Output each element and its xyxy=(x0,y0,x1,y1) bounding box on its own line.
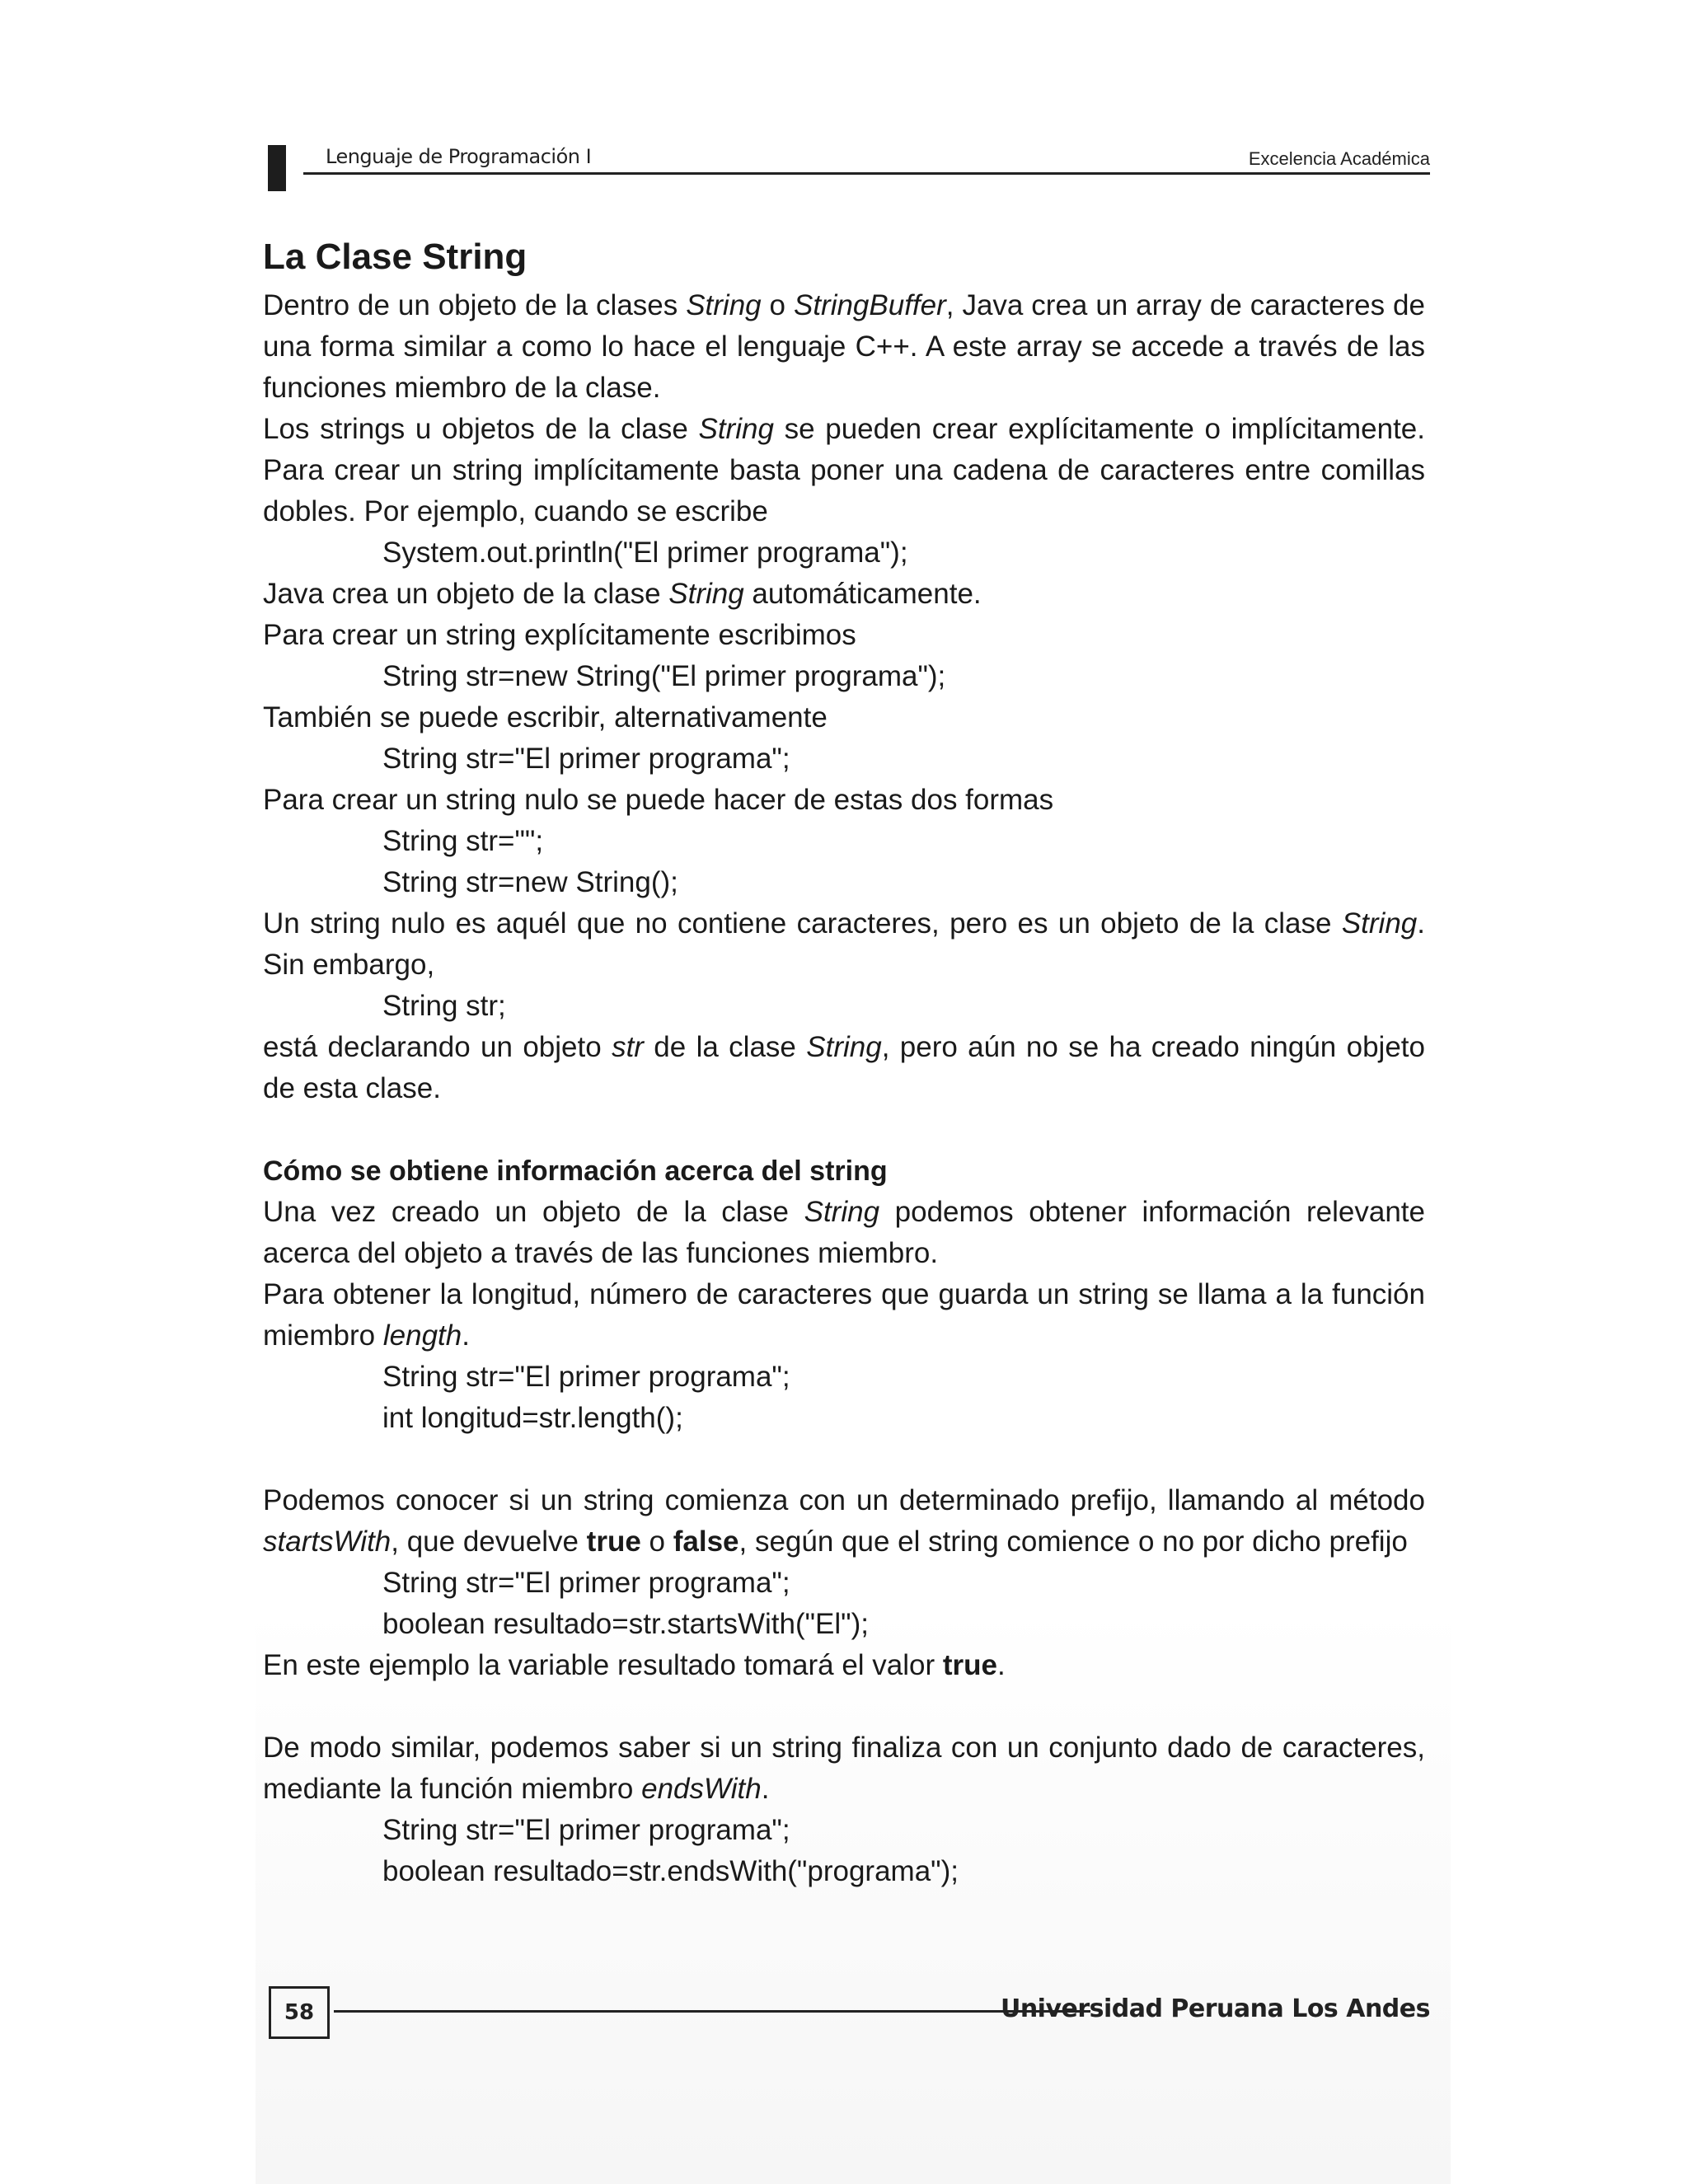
code-line: int longitud=str.length(); xyxy=(382,1402,683,1434)
code-line: boolean resultado=str.endsWith("programa"); xyxy=(382,1855,959,1887)
subsection-title: Cómo se obtiene información acerca del string xyxy=(263,1155,888,1187)
code-line: String str="El primer programa"; xyxy=(382,1361,790,1393)
paragraph-startswith: Podemos conocer si un string comienza con un determinado prefijo, llamando al método startsWith, que devuelve true o false, según que el string comience o no por dicho prefijo xyxy=(263,1484,1425,1558)
header-rule xyxy=(303,172,1430,175)
page-number: 58 xyxy=(269,1986,330,2039)
paragraph-null-definition: Un string nulo es aquél que no contiene caracteres, pero es un objeto de la clase String. Sin embargo, xyxy=(263,907,1425,981)
footer-rule xyxy=(334,2010,1090,2013)
paragraph-info: Una vez creado un objeto de la clase String podemos obtener información relevante acerca del objeto a través de las funciones miembro. xyxy=(263,1196,1426,1269)
code-line: String str="El primer programa"; xyxy=(382,1567,790,1599)
code-line: String str=new String(); xyxy=(382,866,678,898)
paragraph-creation: Los strings u objetos de la clase String se pueden crear explícitamente o implícitamente. Para crear un string implícitamente basta poner una cadena de caracteres entre comillas dobles. Por ejemplo, cuando se escribe xyxy=(263,413,1425,527)
section-title: La Clase String xyxy=(263,237,528,277)
spacer xyxy=(263,1686,1425,1727)
paragraph-explicit: Para crear un string explícitamente escribimos xyxy=(263,619,856,651)
code-line: String str=""; xyxy=(382,825,544,857)
footer-university: Universidad Peruana Los Andes xyxy=(1000,1994,1430,2023)
header-marker-block xyxy=(268,145,286,191)
paragraph-intro: Dentro de un objeto de la clases String o StringBuffer, Java crea un array de caracteres de una forma similar a como lo hace el lenguaje C++. A este array se accede a través de las funciones miembro de la clase. xyxy=(263,289,1425,404)
spacer xyxy=(263,1439,1425,1480)
paragraph-endswith: De modo similar, podemos saber si un string finaliza con un conjunto dado de caracteres, mediante la función miembro endsWith. xyxy=(263,1732,1425,1805)
paragraph-alternative: También se puede escribir, alternativamente xyxy=(263,701,828,733)
page-content xyxy=(263,229,1425,1892)
spacer xyxy=(263,1109,1425,1151)
code-line: String str="El primer programa"; xyxy=(382,743,790,775)
paragraph-automatic: Java crea un objeto de la clase String automáticamente. xyxy=(263,578,982,610)
code-line: System.out.println("El primer programa"); xyxy=(382,537,908,569)
paragraph-declaration: está declarando un objeto str de la clase String, pero aún no se ha creado ningún objeto de esta clase. xyxy=(263,1031,1425,1104)
code-line: boolean resultado=str.startsWith("El"); xyxy=(382,1608,869,1640)
code-line: String str; xyxy=(382,990,506,1022)
header-course-title: Lenguaje de Programación I xyxy=(326,145,592,168)
header-tagline: Excelencia Académica xyxy=(1248,148,1430,169)
paragraph-result: En este ejemplo la variable resultado tomará el valor true. xyxy=(263,1649,1006,1681)
paragraph-length: Para obtener la longitud, número de caracteres que guarda un string se llama a la función miembro length. xyxy=(263,1278,1425,1352)
code-line: String str=new String("El primer programa"); xyxy=(382,660,946,692)
paragraph-null-string: Para crear un string nulo se puede hacer de estas dos formas xyxy=(263,784,1054,816)
code-line: String str="El primer programa"; xyxy=(382,1814,790,1846)
